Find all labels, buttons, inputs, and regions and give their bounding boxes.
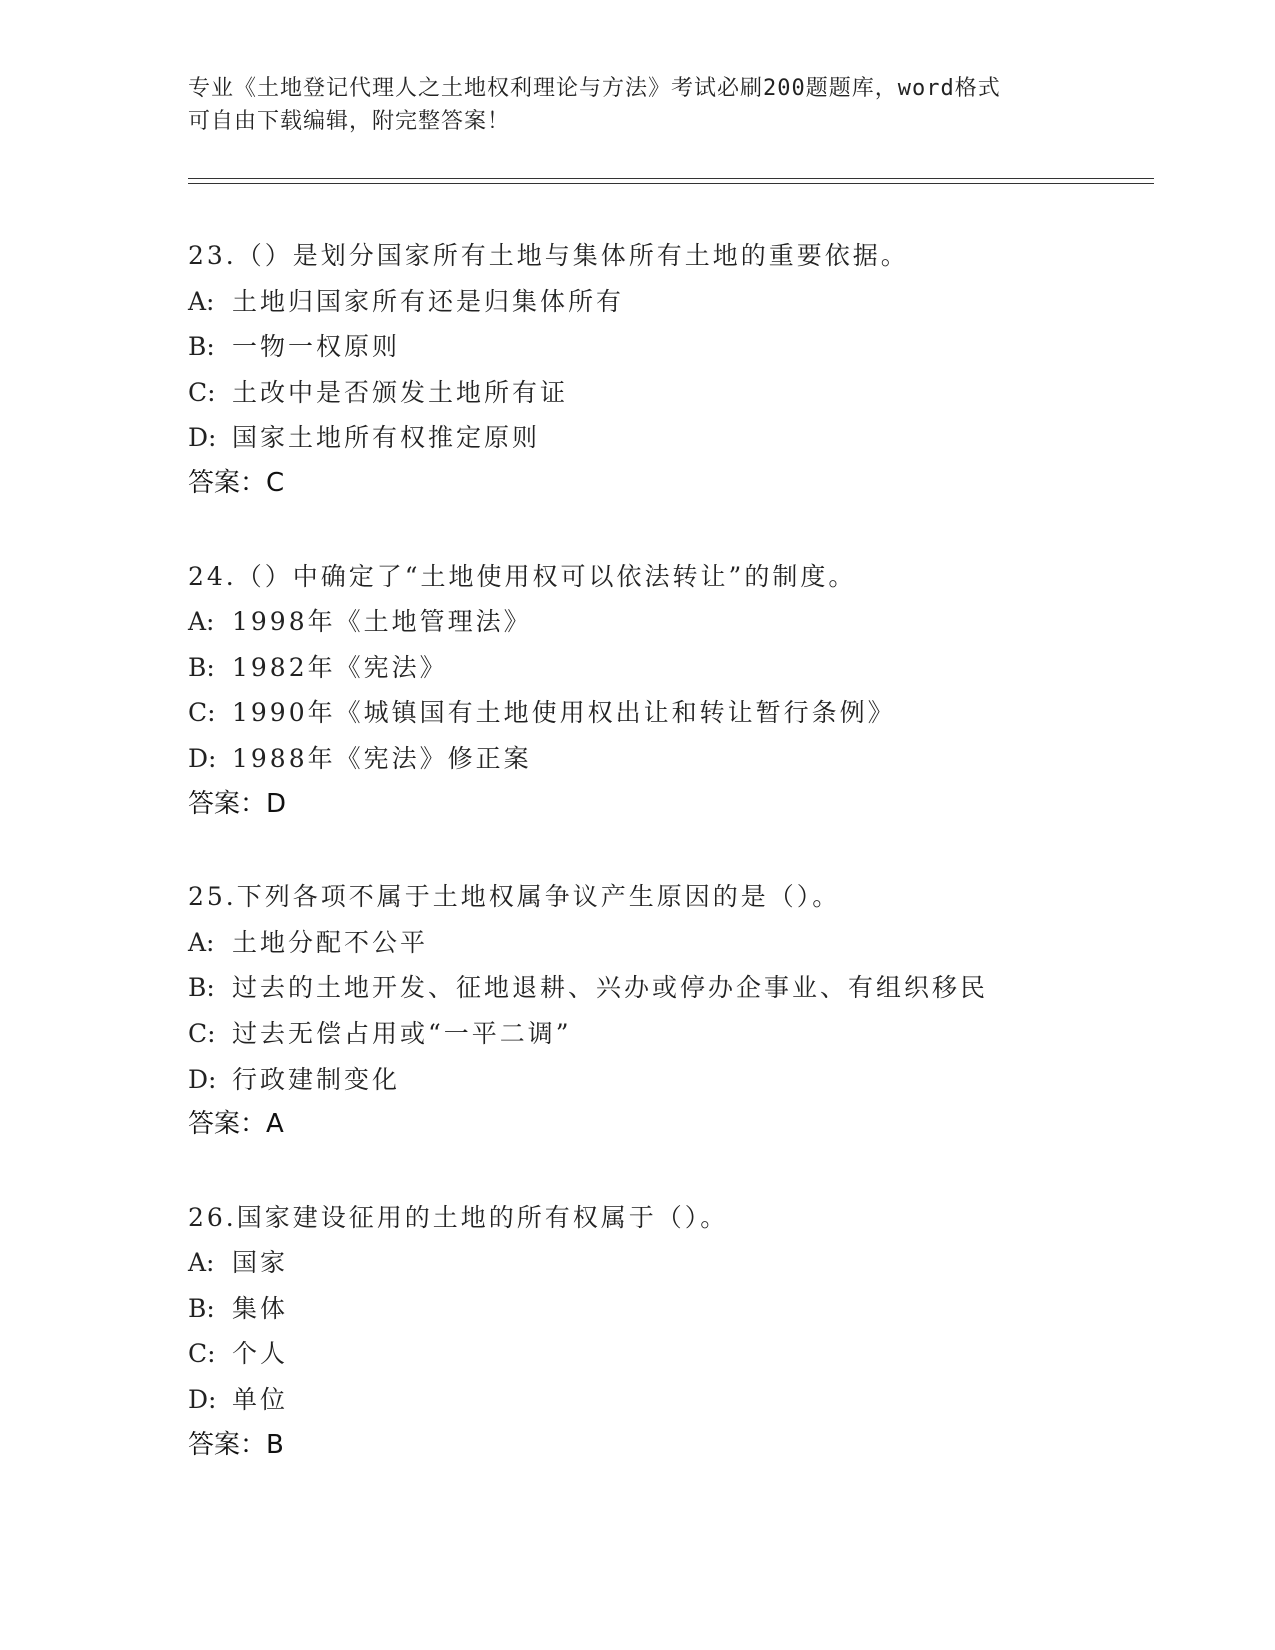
option-key: D: — [188, 1064, 217, 1094]
option-text: 1988年《宪法》修正案 — [232, 743, 532, 773]
option-key: C: — [188, 1018, 216, 1048]
question-25 — [188, 874, 1148, 1148]
option-a — [188, 279, 1148, 325]
option-text: 土地分配不公平 — [232, 927, 429, 957]
option-key: C: — [188, 698, 216, 728]
header-line-1: 专业《土地登记代理人之土地权利理论与方法》考试必刷200题题库，word格式 — [188, 76, 1001, 101]
option-d — [188, 1377, 1148, 1423]
option-b — [188, 324, 1148, 370]
option-c — [188, 370, 1148, 416]
answer-line: 答案：D — [188, 788, 287, 819]
option-text: 国家土地所有权推定原则 — [232, 423, 541, 453]
question-stem: 24.（）中确定了“土地使用权可以依法转让”的制度。 — [188, 561, 857, 591]
question-26 — [188, 1195, 1148, 1469]
question-stem: 26.国家建设征用的土地的所有权属于（）。 — [188, 1202, 729, 1232]
option-key: A: — [188, 607, 215, 637]
option-text: 集体 — [232, 1293, 289, 1323]
option-b — [188, 1286, 1148, 1332]
option-c — [188, 1011, 1148, 1057]
answer-line: 答案：B — [188, 1429, 284, 1460]
option-d — [188, 736, 1148, 782]
option-b — [188, 965, 1148, 1011]
answer-line: 答案：C — [188, 467, 285, 498]
question-24 — [188, 554, 1148, 828]
option-d — [188, 415, 1148, 461]
option-a — [188, 920, 1148, 966]
answer-line: 答案：A — [188, 1109, 284, 1140]
option-key: B: — [188, 1293, 215, 1323]
option-text: 过去的土地开发、征地退耕、兴办或停办企事业、有组织移民 — [232, 973, 989, 1003]
header-divider-top — [188, 178, 1154, 179]
option-c — [188, 690, 1148, 736]
question-stem: 23.（）是划分国家所有土地与集体所有土地的重要依据。 — [188, 241, 909, 270]
option-key: C: — [188, 1339, 216, 1369]
question-stem: 25.下列各项不属于土地权属争议产生原因的是（）。 — [188, 882, 841, 912]
option-a — [188, 599, 1148, 645]
option-a — [188, 1240, 1148, 1286]
option-text: 1990年《城镇国有土地使用权出让和转让暂行条例》 — [232, 698, 896, 728]
option-text: 一物一权原则 — [232, 332, 401, 362]
option-text: 单位 — [232, 1385, 289, 1415]
document-header — [188, 72, 1088, 138]
option-c — [188, 1331, 1148, 1377]
option-text: 土地归国家所有还是归集体所有 — [232, 286, 625, 316]
option-key: A: — [188, 286, 215, 316]
option-b — [188, 645, 1148, 691]
option-text: 行政建制变化 — [232, 1064, 401, 1094]
option-key: B: — [188, 652, 215, 682]
option-key: A: — [188, 927, 215, 957]
option-text: 过去无偿占用或“一平二调” — [232, 1018, 572, 1048]
option-key: D: — [188, 1385, 217, 1415]
header-divider-bottom — [188, 183, 1154, 184]
question-23 — [188, 233, 1148, 507]
option-text: 个人 — [232, 1339, 289, 1369]
option-text: 土改中是否颁发土地所有证 — [232, 377, 569, 407]
option-d — [188, 1057, 1148, 1103]
option-text: 1982年《宪法》 — [232, 652, 448, 682]
option-key: C: — [188, 377, 216, 407]
option-key: D: — [188, 743, 217, 773]
question-list — [188, 233, 1148, 1515]
option-key: A: — [188, 1248, 215, 1278]
header-line-2: 可自由下载编辑，附完整答案！ — [188, 109, 511, 134]
option-key: D: — [188, 423, 217, 453]
option-text: 1998年《土地管理法》 — [232, 607, 532, 637]
option-key: B: — [188, 973, 215, 1003]
option-key: B: — [188, 332, 215, 362]
option-text: 国家 — [232, 1248, 289, 1278]
